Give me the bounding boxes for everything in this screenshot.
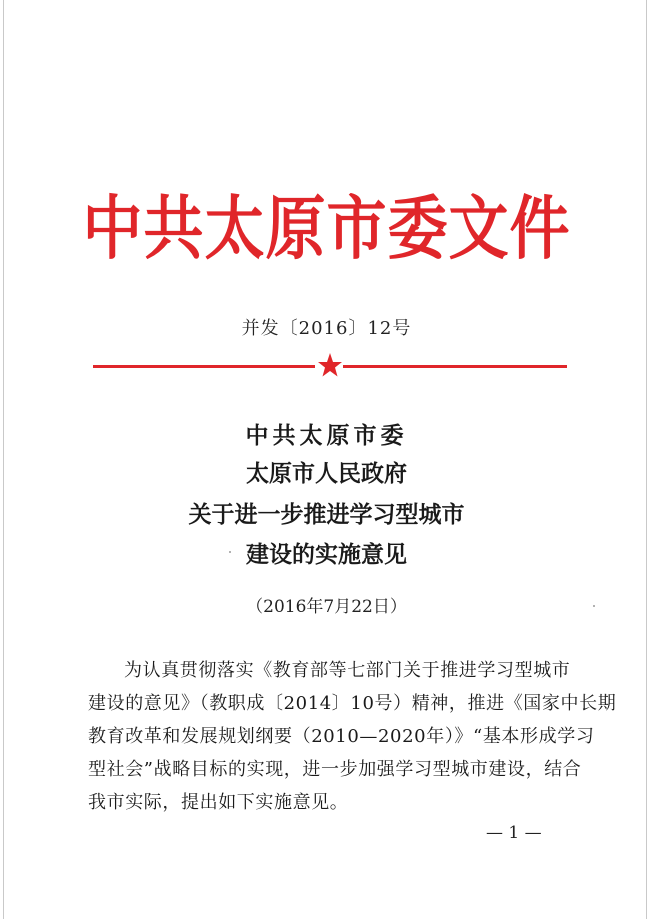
document-number: 并发〔2016〕12号 <box>241 318 412 339</box>
red-divider-right <box>343 365 567 368</box>
body-line: 我市实际，提出如下实施意见。 <box>88 792 349 813</box>
page-number: — 1 — <box>486 823 542 843</box>
title-subject-line2: 建设的实施意见 <box>246 541 407 568</box>
red-divider-left <box>93 365 315 368</box>
body-paragraph <box>88 654 617 819</box>
body-line: 教育改革和发展规划纲要（2010—2020年）》“基本形成学习 <box>88 726 595 747</box>
body-line: 建设的意见》（教职成〔2014〕10号）精神，推进《国家中长期 <box>88 693 617 714</box>
red-star-icon <box>317 352 343 378</box>
issue-date: （2016年7月22日） <box>246 597 407 617</box>
title-subject-line1: 关于进一步推进学习型城市 <box>188 501 465 528</box>
scan-speck <box>229 551 231 553</box>
red-header-title: 中共太原市委文件 <box>82 188 571 270</box>
scan-speck <box>593 605 595 607</box>
title-issuer-committee: 中共太原市委 <box>245 422 408 449</box>
title-issuer-government: 太原市人民政府 <box>246 460 407 487</box>
body-line: 为认真贯彻落实《教育部等七部门关于推进学习型城市 <box>124 660 571 681</box>
body-line: 型社会”战略目标的实现，进一步加强学习型城市建设，结合 <box>88 759 582 780</box>
